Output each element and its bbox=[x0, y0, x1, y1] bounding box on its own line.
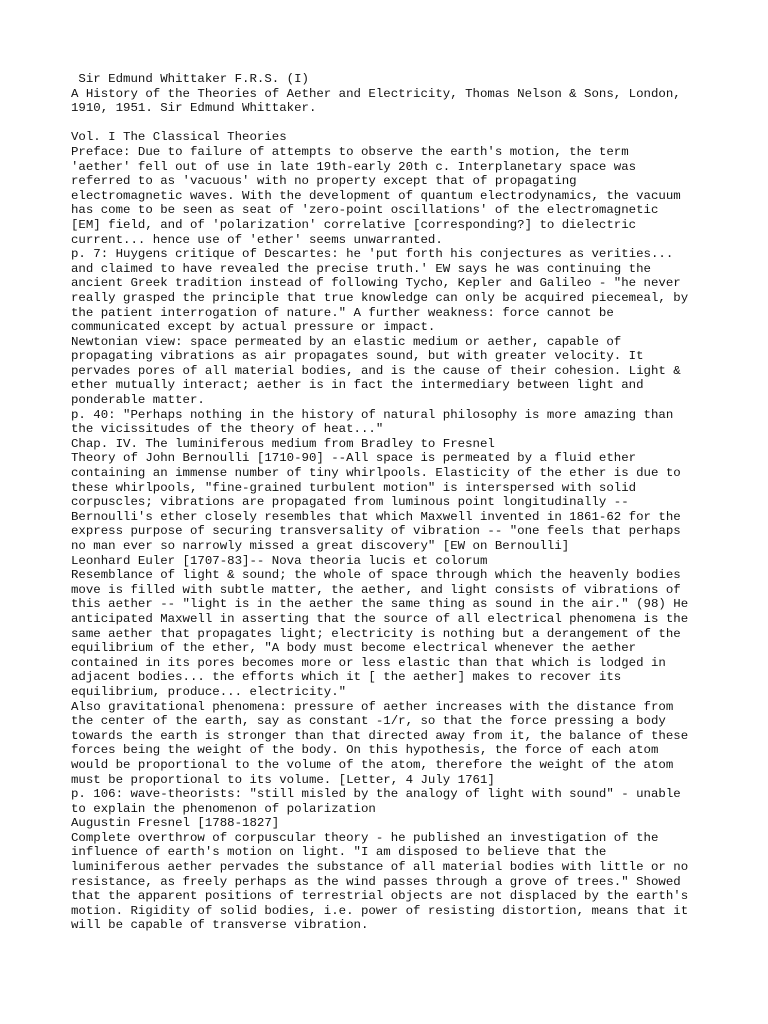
text-line: Also gravitational phenomena: pressure of aether increases with the distance from bbox=[71, 699, 674, 714]
text-line: equilibrium of the ether, "A body must become electrical whenever the aether bbox=[71, 641, 637, 656]
text-line: Augustin Fresnel [1788-1827] bbox=[71, 816, 280, 831]
text-line: 'aether' fell out of use in late 19th-early 20th c. Interplanetary space was bbox=[71, 159, 637, 174]
text-line: luminiferous aether pervades the substance of all material bodies with little or no bbox=[71, 860, 689, 875]
text-line: current... hence use of 'ether' seems unwarranted. bbox=[71, 232, 443, 247]
text-line: p. 7: Huygens critique of Descartes: he 'put forth his conjectures as verities... bbox=[71, 247, 674, 262]
text-line: equilibrium, produce... electricity." bbox=[71, 684, 347, 699]
text-line: this aether -- "light is in the aether the same thing as sound in the air." (98) He bbox=[71, 597, 689, 612]
text-line: communicated except by actual pressure or impact. bbox=[71, 320, 436, 335]
text-line: and claimed to have revealed the precise truth.' EW says he was continuing the bbox=[71, 261, 651, 276]
text-line: referred to as 'vacuous' with no property except that of propagating bbox=[71, 174, 577, 189]
text-line: these whirlpools, "fine-grained turbulent motion" is interspersed with solid bbox=[71, 480, 637, 495]
text-line: adjacent bodies... the efforts which it [ the aether] makes to recover its bbox=[71, 670, 622, 685]
text-line: A History of the Theories of Aether and Electricity, Thomas Nelson & Sons, London, bbox=[71, 86, 681, 101]
text-line: anticipated Maxwell in asserting that the source of all electrical phenomena is the bbox=[71, 611, 689, 626]
text-line: the patient interrogation of nature." A further weakness: force cannot be bbox=[71, 305, 614, 320]
text-line: really grasped the principle that true knowledge can only be acquired piecemeal, by bbox=[71, 290, 689, 305]
text-line: p. 40: "Perhaps nothing in the history of natural philosophy is more amazing than bbox=[71, 407, 674, 422]
text-line: Newtonian view: space permeated by an elastic medium or aether, capable of bbox=[71, 334, 622, 349]
text-line: Leonhard Euler [1707-83]-- Nova theoria lucis et colorum bbox=[71, 553, 488, 568]
text-line: the vicissitudes of the theory of heat..." bbox=[71, 422, 384, 437]
text-line: same aether that propagates light; electricity is nothing but a derangement of the bbox=[71, 626, 681, 641]
text-line: Resemblance of light & sound; the whole of space through which the heavenly bodies bbox=[71, 568, 681, 583]
text-line: must be proportional to its volume. [Letter, 4 July 1761] bbox=[71, 772, 495, 787]
text-line: Theory of John Bernoulli [1710-90] --All space is permeated by a fluid ether bbox=[71, 451, 637, 466]
text-line: to explain the phenomenon of polarization bbox=[71, 801, 376, 816]
text-line: ancient Greek tradition instead of following Tycho, Kepler and Galileo - "he never bbox=[71, 276, 681, 291]
text-line: forces being the weight of the body. On this hypothesis, the force of each atom bbox=[71, 743, 659, 758]
text-line: towards the earth is stronger than that directed away from it, the balance of these bbox=[71, 728, 689, 743]
text-line: electromagnetic waves. With the development of quantum electrodynamics, the vacuum bbox=[71, 188, 681, 203]
text-line: containing an immense number of tiny whirlpools. Elasticity of the ether is due to bbox=[71, 466, 681, 481]
text-line: 1910, 1951. Sir Edmund Whittaker. bbox=[71, 101, 317, 116]
text-line: Complete overthrow of corpuscular theory - he published an investigation of the bbox=[71, 830, 659, 845]
text-line: ponderable matter. bbox=[71, 393, 205, 408]
text-line: pervades pores of all material bodies, and is the cause of their cohesion. Light & bbox=[71, 363, 681, 378]
text-line: influence of earth's motion on light. "I am disposed to believe that the bbox=[71, 845, 607, 860]
text-line: [EM] field, and of 'polarization' correlative [corresponding?] to dielectric bbox=[71, 217, 637, 232]
text-line: will be capable of transverse vibration. bbox=[71, 918, 369, 933]
text-line bbox=[71, 116, 711, 131]
text-line: contained in its pores becomes more or less elastic than that which is lodged in bbox=[71, 655, 666, 670]
text-line: express purpose of securing transversality of vibration -- "one feels that perhaps bbox=[71, 524, 681, 539]
text-line: Vol. I The Classical Theories bbox=[71, 130, 287, 145]
text-line: resistance, as freely perhaps as the wind passes through a grove of trees." Showed bbox=[71, 874, 681, 889]
text-line: the center of the earth, say as constant -1/r, so that the force pressing a body bbox=[71, 714, 666, 729]
text-line: no man ever so narrowly missed a great discovery" [EW on Bernoulli] bbox=[71, 539, 570, 553]
text-line: move is filled with subtle matter, the aether, and light consists of vibrations of bbox=[71, 582, 681, 597]
text-line: Chap. IV. The luminiferous medium from Bradley to Fresnel bbox=[71, 436, 495, 451]
text-line: Bernoulli's ether closely resembles that which Maxwell invented in 1861-62 for the bbox=[71, 509, 681, 524]
text-line: p. 106: wave-theorists: "still misled by the analogy of light with sound" - unable bbox=[71, 787, 681, 802]
text-line: corpuscles; vibrations are propagated from luminous point longitudinally -- bbox=[71, 495, 629, 510]
text-line: Sir Edmund Whittaker F.R.S. (I) bbox=[71, 72, 309, 86]
text-line: that the apparent positions of terrestrial objects are not displaced by the earth's bbox=[71, 889, 689, 904]
text-line: ether mutually interact; aether is in fact the intermediary between light and bbox=[71, 378, 644, 393]
text-line: has come to be seen as seat of 'zero-point oscillations' of the electromagnetic bbox=[71, 203, 659, 218]
text-line: propagating vibrations as air propagates sound, but with greater velocity. It bbox=[71, 349, 644, 364]
document-text bbox=[71, 72, 711, 933]
text-line: Preface: Due to failure of attempts to observe the earth's motion, the term bbox=[71, 144, 629, 159]
text-line: motion. Rigidity of solid bodies, i.e. power of resisting distortion, means that it bbox=[71, 903, 689, 918]
text-line: would be proportional to the volume of the atom, therefore the weight of the atom bbox=[71, 757, 674, 772]
